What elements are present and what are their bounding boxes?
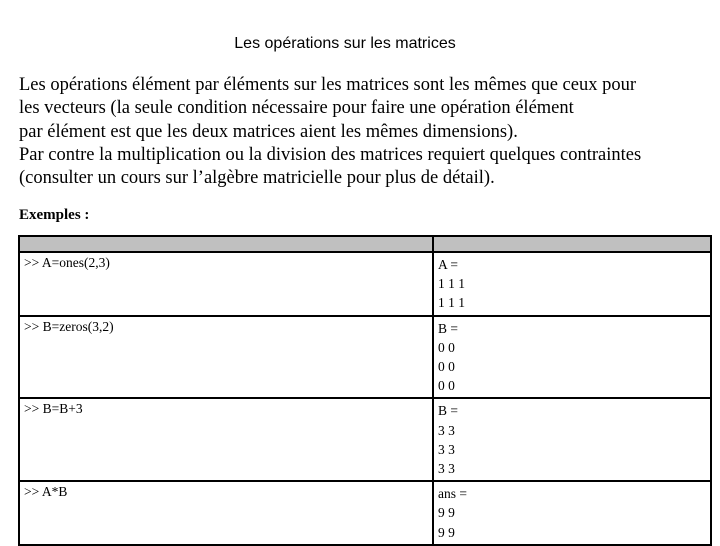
intro-paragraph <box>19 74 719 190</box>
output-line: 3 3 <box>438 461 455 477</box>
table-row <box>19 398 711 481</box>
output-line: B = <box>438 320 458 336</box>
paragraph-line: (consulter un cours sur l’algèbre matricielle pour plus de détail). <box>19 168 495 189</box>
examples-table <box>18 235 712 546</box>
output-cell <box>433 398 711 481</box>
output-line: 0 0 <box>438 339 455 355</box>
command-cell: >> A=ones(2,3) <box>19 252 433 316</box>
command-cell: >> B=B+3 <box>19 398 433 481</box>
paragraph-line: les vecteurs (la seule condition nécessaire pour faire une opération élément <box>19 98 574 119</box>
output-cell <box>433 252 711 316</box>
command-cell: >> A*B <box>19 481 433 545</box>
output-cell <box>433 316 711 399</box>
output-line: 1 1 1 <box>438 295 465 311</box>
output-line: 9 9 <box>438 505 455 521</box>
output-line: 0 0 <box>438 359 455 375</box>
paragraph-line: Par contre la multiplication ou la division des matrices requiert quelques contraintes <box>19 144 642 165</box>
output-line: ans = <box>438 486 467 502</box>
paragraph-line: par élément est que les deux matrices aient les mêmes dimensions). <box>19 121 518 142</box>
output-line: B = <box>438 403 458 419</box>
table-row <box>19 252 711 316</box>
table-row <box>19 481 711 545</box>
output-line: 9 9 <box>438 524 455 540</box>
paragraph-line: Les opérations élément par éléments sur les matrices sont les mêmes que ceux pour <box>19 75 636 95</box>
table-row <box>19 316 711 399</box>
output-line: 0 0 <box>438 378 455 394</box>
table-header-row <box>19 236 711 252</box>
examples-heading: Exemples : <box>19 207 90 223</box>
page-title: Les opérations sur les matrices <box>234 35 456 52</box>
output-cell <box>433 481 711 545</box>
output-line: 3 3 <box>438 441 455 457</box>
command-cell: >> B=zeros(3,2) <box>19 316 433 399</box>
output-line: 1 1 1 <box>438 276 465 292</box>
output-line: A = <box>438 257 458 272</box>
output-line: 3 3 <box>438 422 455 438</box>
